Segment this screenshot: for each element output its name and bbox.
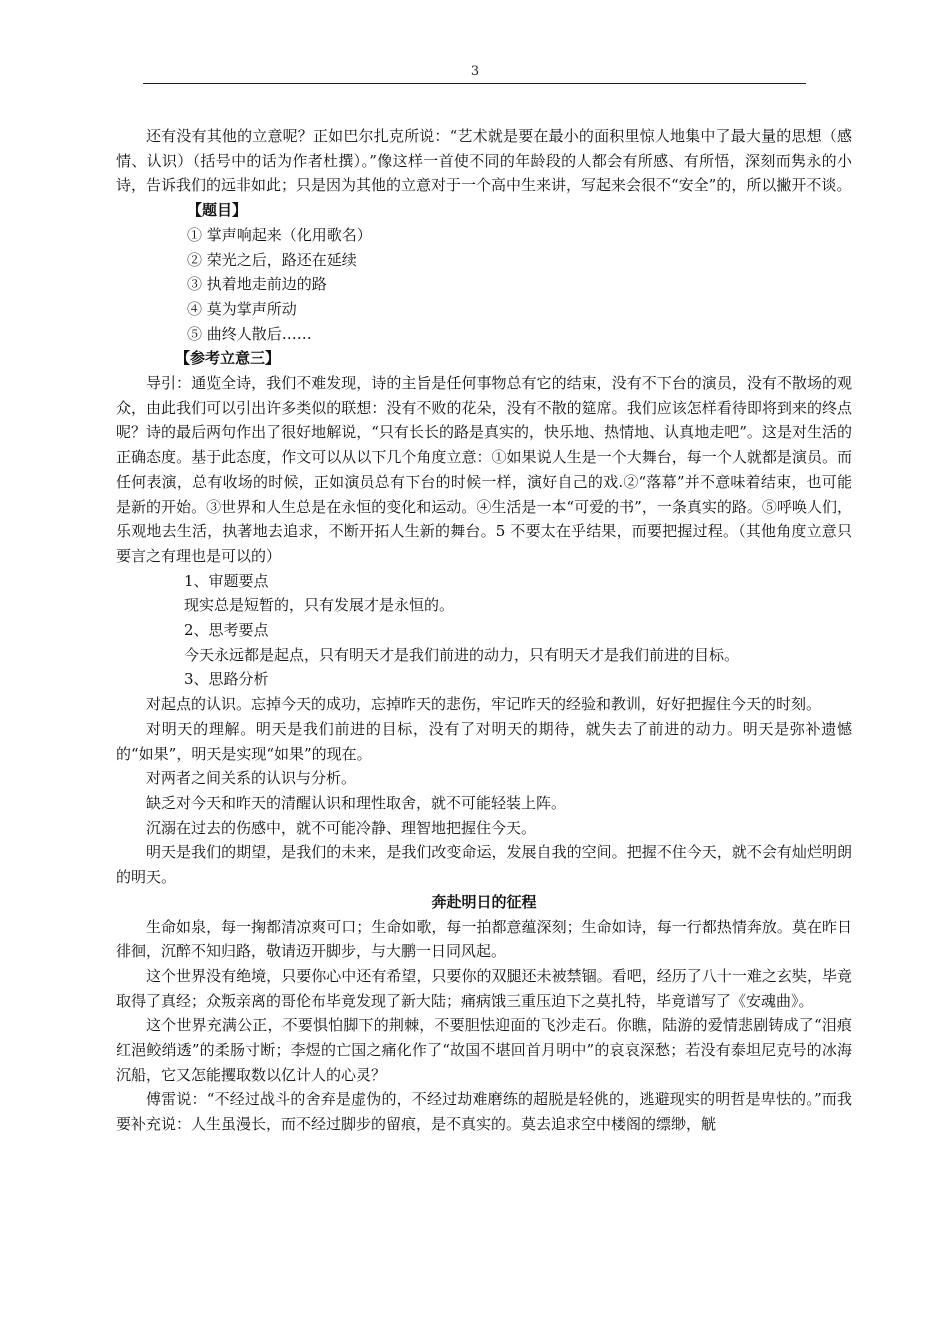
topic-item-5: ⑤ 曲终人散后…… — [187, 324, 312, 343]
section-2-body: 今天永远都是起点，只有明天才是我们前进的动力，只有明天才是我们前进的目标。 — [184, 645, 740, 664]
section-1-heading: 1、审题要点 — [184, 571, 269, 590]
topic-item-1: ① 掌声响起来（化用歌名） — [187, 225, 372, 244]
page-number: 3 — [470, 64, 480, 79]
paragraph-hope: 明天是我们的期望，是我们的未来，是我们改变命运，发展自我的空间。把握不住今天，就不会有灿烂明朗的明天。 — [116, 843, 852, 887]
topic-item-3: ③ 执着地走前边的路 — [187, 275, 327, 294]
section-2-heading: 2、思考要点 — [184, 621, 269, 640]
paragraph-relationship: 对两者之间关系的认识与分析。 — [146, 769, 357, 788]
topic-item-4: ④ 莫为掌声所动 — [187, 299, 297, 318]
document-body — [116, 124, 852, 1137]
section-1-body: 现实总是短暂的，只有发展才是永恒的。 — [184, 596, 455, 615]
reference-idea-heading: 【参考立意三】 — [175, 349, 281, 368]
topic-item-2: ② 荣光之后，路还在延续 — [187, 250, 357, 269]
topic-heading: 【题目】 — [187, 201, 248, 220]
essay-paragraph-3: 这个世界充满公正，不要惧怕脚下的荆棘，不要胆怯迎面的飞沙走石。你瞧，陆游的爱情悲剧铸成了“泪痕红浥鲛绡透”的柔肠寸断；李煜的亡国之痛化作了“故国不堪回首月明中”的哀哀深愁；若没有泰坦尼克号的冰海沉船，它又怎能攫取数以亿计人的心灵？ — [116, 1016, 852, 1084]
paragraph-indulge: 沉溺在过去的伤感中，就不可能冷静、理智地把握住今天。 — [146, 818, 537, 837]
paragraph-start-point: 对起点的认识。忘掉今天的成功，忘掉昨天的悲伤，牢记昨天的经验和教训，好好把握住今天的时刻。 — [146, 695, 822, 714]
section-3-heading: 3、思路分析 — [184, 670, 269, 689]
essay-title: 奔赴明日的征程 — [431, 892, 537, 911]
paragraph-guide: 导引：通览全诗，我们不难发现，诗的主旨是任何事物总有它的结束，没有不下台的演员，没有不散场的观众，由此我们可以引出许多类似的联想：没有不败的花朵，没有不散的筵席。我们应该怎样看待即将到来的终点呢？诗的最后两句作出了很好地解说，“只有长长的路是真实的，快乐地、热情地、认真地走吧”。这是对生活的正确态度。基于此态度，作文可以从以下几个角度立意：①如果说人生是一个大舞台，每一个人就都是演员。而任何表演，总有收场的时候，正如演员总有下台的时候一样，演好自己的戏.②“落幕”并不意味着结束，也可能是新的开始。③世界和人生总是在永恒的变化和运动。④生活是一本“可爱的书”，一条真实的路。⑤呼唤人们，乐观地去生活，执著地去追求，不断开拓人生新的舞台。5 不要太在乎结果，而要把握过程。（其他角度立意只要言之有理也是可以的） — [116, 374, 852, 565]
essay-paragraph-2: 这个世界没有绝境，只要你心中还有希望，只要你的双腿还未被禁锢。看吧，经历了八十一难之玄奘，毕竟取得了真经；众叛亲离的哥伦布毕竟发现了新大陆；痛病饿三重压迫下之莫扎特，毕竟谱写了《安魂曲》。 — [116, 966, 852, 1010]
essay-paragraph-1: 生命如泉，每一掬都清凉爽可口；生命如歌，每一拍都意蕴深刻；生命如诗，每一行都热情奔放。莫在昨日徘徊，沉醉不知归路，敬请迈开脚步，与大鹏一日同风起。 — [116, 917, 852, 961]
paragraph-tomorrow: 对明天的理解。明天是我们前进的目标，没有了对明天的期待，就失去了前进的动力。明天是弥补遗憾的“如果”，明天是实现“如果”的现在。 — [116, 719, 852, 763]
paragraph-other-ideas: 还有没有其他的立意呢？正如巴尔扎克所说：“艺术就是要在最小的面积里惊人地集中了最大量的思想（感情、认识）（括号中的话为作者杜撰）。”像这样一首使不同的年龄段的人都会有所感、有所悟，深刻而隽永的小诗，告诉我们的远非如此；只是因为其他的立意对于一个高中生来讲，写起来会很不“安全”的，所以撇开不谈。 — [116, 127, 852, 195]
essay-paragraph-4: 傅雷说：“不经过战斗的舍弃是虚伪的，不经过劫难磨练的超脱是轻佻的，逃避现实的明哲是卑怯的。”而我要补充说：人生虽漫长，而不经过脚步的留痕，是不真实的。莫去追求空中楼阁的缥缈，觥 — [116, 1090, 852, 1134]
header-rule — [143, 83, 806, 84]
paragraph-lack: 缺乏对今天和昨天的清醒认识和理性取舍，就不可能轻装上阵。 — [146, 793, 567, 812]
